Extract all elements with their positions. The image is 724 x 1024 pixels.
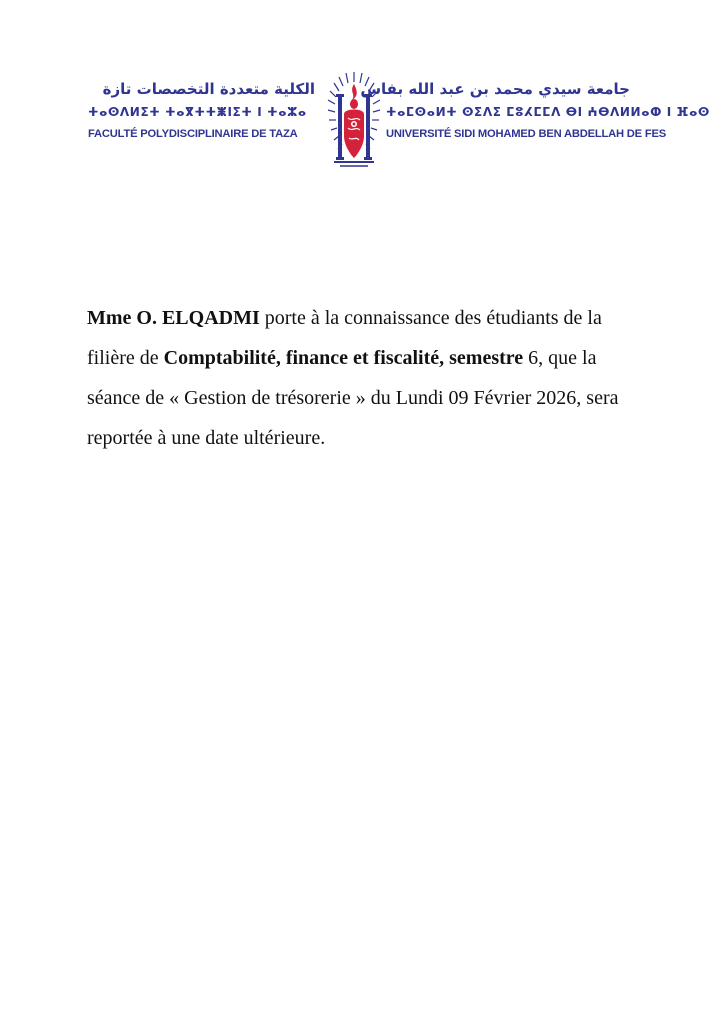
university-name-tifinagh: ⵜⴰⵎⵙⴰⵍⵜ ⵙⵉⴷⵉ ⵎⵓⵃⵎⵎⴷ ⴱⵏ ⵄⴱⴷⵍⵍⴰⵀ ⵏ ⴼⴰⵙ (386, 105, 710, 119)
notice-text-details: 6, que la séance de « Gestion de trésorerie » du Lundi 09 Février 2026, sera reportée à une date ultérieure. (87, 347, 619, 449)
notice-program: Comptabilité, finance et fiscalité, semestre (163, 347, 524, 369)
faculty-name-tifinagh: ⵜⴰⵙⴷⵍⵉⵜ ⵜⴰⴳⵜⵜⵥⵏⵉⵜ ⵏ ⵜⴰⵣⴰ (88, 105, 307, 119)
faculty-block (88, 78, 328, 143)
notice-body (87, 298, 639, 458)
university-name-latin: UNIVERSITÉ SIDI MOHAMED BEN ABDELLAH DE FES (386, 128, 667, 140)
university-name-arabic: جامعة سيدي محمد بن عبد الله بفاس (360, 80, 630, 98)
notice-author: Mme O. ELQADMI (87, 307, 260, 329)
notice-text-intro: porte à la connaissance des étudiants de la filière de (87, 307, 602, 369)
notice-paragraph (87, 298, 639, 458)
faculty-name-arabic: الكلية متعددة التخصصات تازة (102, 80, 315, 98)
letterhead (88, 66, 710, 170)
faculty-name-latin: FACULTÉ POLYDISCIPLINAIRE DE TAZA (88, 128, 298, 140)
university-block (360, 78, 710, 143)
